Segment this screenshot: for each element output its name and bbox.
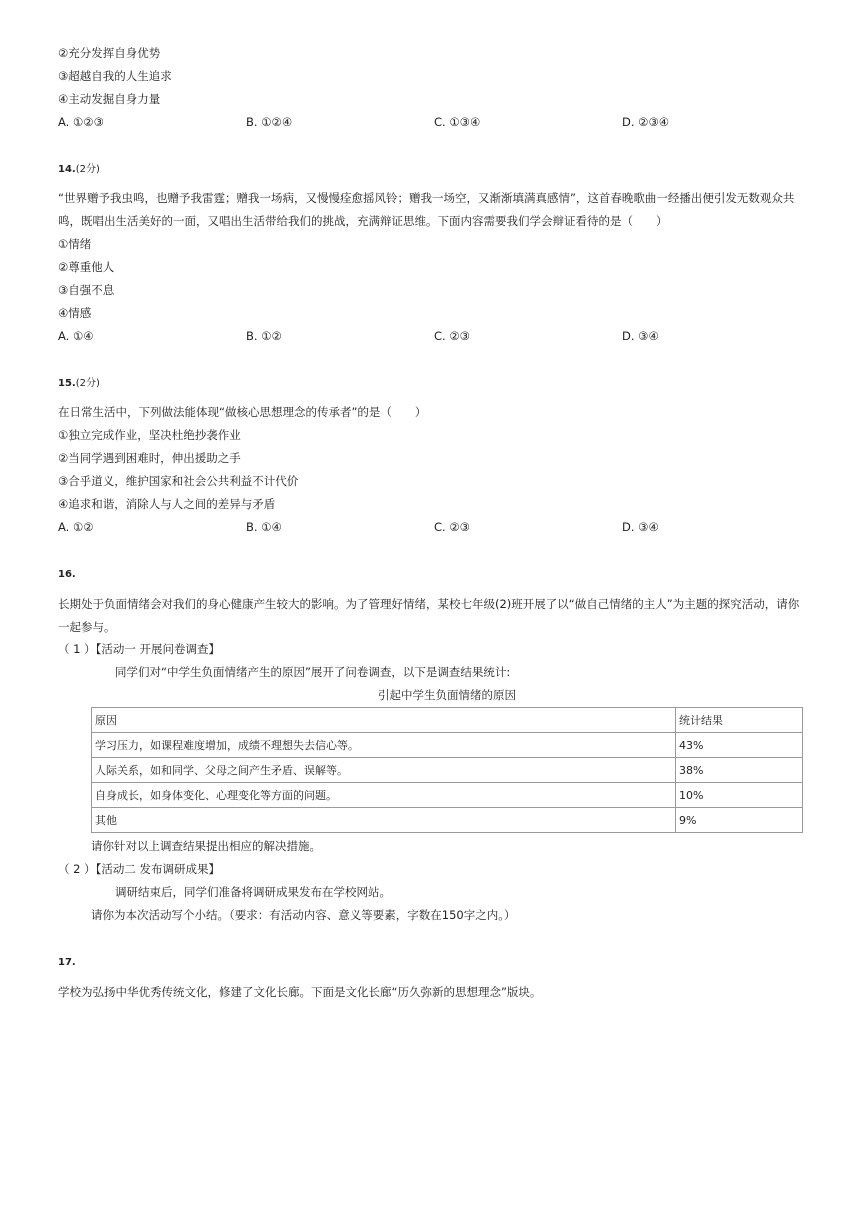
q15-option-a: A. ①② [58,520,94,534]
q15-item-1: ①独立完成作业，坚决杜绝抄袭作业 [58,428,241,442]
q14-option-c: C. ②③ [434,329,470,343]
survey-table [91,707,803,833]
q16-number: 16. [58,569,76,580]
table-header-reason: 原因 [92,708,676,733]
q14-number: 14. [58,164,76,175]
survey-table-title: 引起中学生负面情绪的原因 [378,688,516,702]
q13-option-d: D. ②③④ [622,115,670,129]
q13-item-3: ③超越自我的人生追求 [58,69,172,83]
q14-item-2: ②尊重他人 [58,260,115,274]
q16-part2-task: 请你为本次活动写个小结。（要求：有活动内容、意义等要素，字数在150字之内。） [91,908,516,922]
q15-score: (2分) [75,378,100,389]
table-row [92,758,803,783]
q16-stem-line1: 长期处于负面情绪会对我们的身心健康产生较大的影响。为了管理好情绪，某校七年级(2)班开展了以“做自己情绪的主人”为主题的探究活动，请你 [58,597,800,611]
q14-option-b: B. ①② [246,329,282,343]
q15-number: 15. [58,378,76,389]
q13-option-b: B. ①②④ [246,115,293,129]
q15-stem: 在日常生活中，下列做法能体现“做核心思想理念的传承者”的是（ ） [58,405,427,419]
q16-stem-line2: 一起参与。 [58,620,116,634]
table-cell-result: 38% [676,758,803,783]
q15-option-b: B. ①④ [246,520,282,534]
table-row [92,783,803,808]
q15-option-c: C. ②③ [434,520,470,534]
q14-option-d: D. ③④ [622,329,659,343]
q14-header [58,162,100,178]
table-cell-reason: 自身成长，如身体变化、心理变化等方面的问题。 [92,783,676,808]
q15-item-4: ④追求和谐，消除人与人之间的差异与矛盾 [58,497,276,511]
q13-option-c: C. ①③④ [434,115,481,129]
q17-stem: 学校为弘扬中华优秀传统文化，修建了文化长廊。下面是文化长廊“历久弥新的思想理念”版块。 [58,985,542,999]
q16-part1-label: （ 1 ）【活动一 开展问卷调查】 [58,642,221,656]
q14-item-1: ①情绪 [58,237,92,251]
table-cell-reason: 学习压力，如课程难度增加，成绩不理想失去信心等。 [92,733,676,758]
q15-option-d: D. ③④ [622,520,659,534]
q16-part1-task: 请你针对以上调查结果提出相应的解决措施。 [91,839,321,853]
q15-header [58,376,100,392]
table-cell-result: 43% [676,733,803,758]
q15-item-3: ③合乎道义，维护国家和社会公共利益不计代价 [58,474,299,488]
q14-stem-line2: 鸣，既唱出生活美好的一面，又唱出生活带给我们的挑战，充满辩证思维。下面内容需要我们学会辩证看待的是（ ） [58,214,668,228]
q14-item-3: ③自强不息 [58,283,115,297]
q14-score: (2分) [75,164,100,175]
table-row [92,808,803,833]
q13-item-4: ④主动发掘自身力量 [58,92,161,106]
table-cell-reason: 其他 [92,808,676,833]
q13-item-2: ②充分发挥自身优势 [58,46,161,60]
q14-stem-line1: “世界赠予我虫鸣，也赠予我雷霆；赠我一场病，又慢慢痊愈摇风铃；赠我一场空，又渐渐填满真感情”，这首春晚歌曲一经播出便引发无数观众共 [58,191,795,205]
q14-option-a: A. ①④ [58,329,94,343]
table-cell-result: 9% [676,808,803,833]
q14-item-4: ④情感 [58,306,92,320]
table-header-result: 统计结果 [676,708,803,733]
table-cell-result: 10% [676,783,803,808]
q16-part2-intro: 调研结束后，同学们准备将调研成果发布在学校网站。 [115,885,391,899]
table-row [92,733,803,758]
q15-item-2: ②当同学遇到困难时，伸出援助之手 [58,451,241,465]
table-header-row [92,708,803,733]
q17-number: 17. [58,957,76,968]
table-cell-reason: 人际关系，如和同学、父母之间产生矛盾、误解等。 [92,758,676,783]
q16-part2-label: （ 2 ）【活动二 发布调研成果】 [58,862,221,876]
q13-option-a: A. ①②③ [58,115,104,129]
q16-part1-intro: 同学们对“中学生负面情绪产生的原因”展开了问卷调查，以下是调查结果统计: [115,665,511,679]
